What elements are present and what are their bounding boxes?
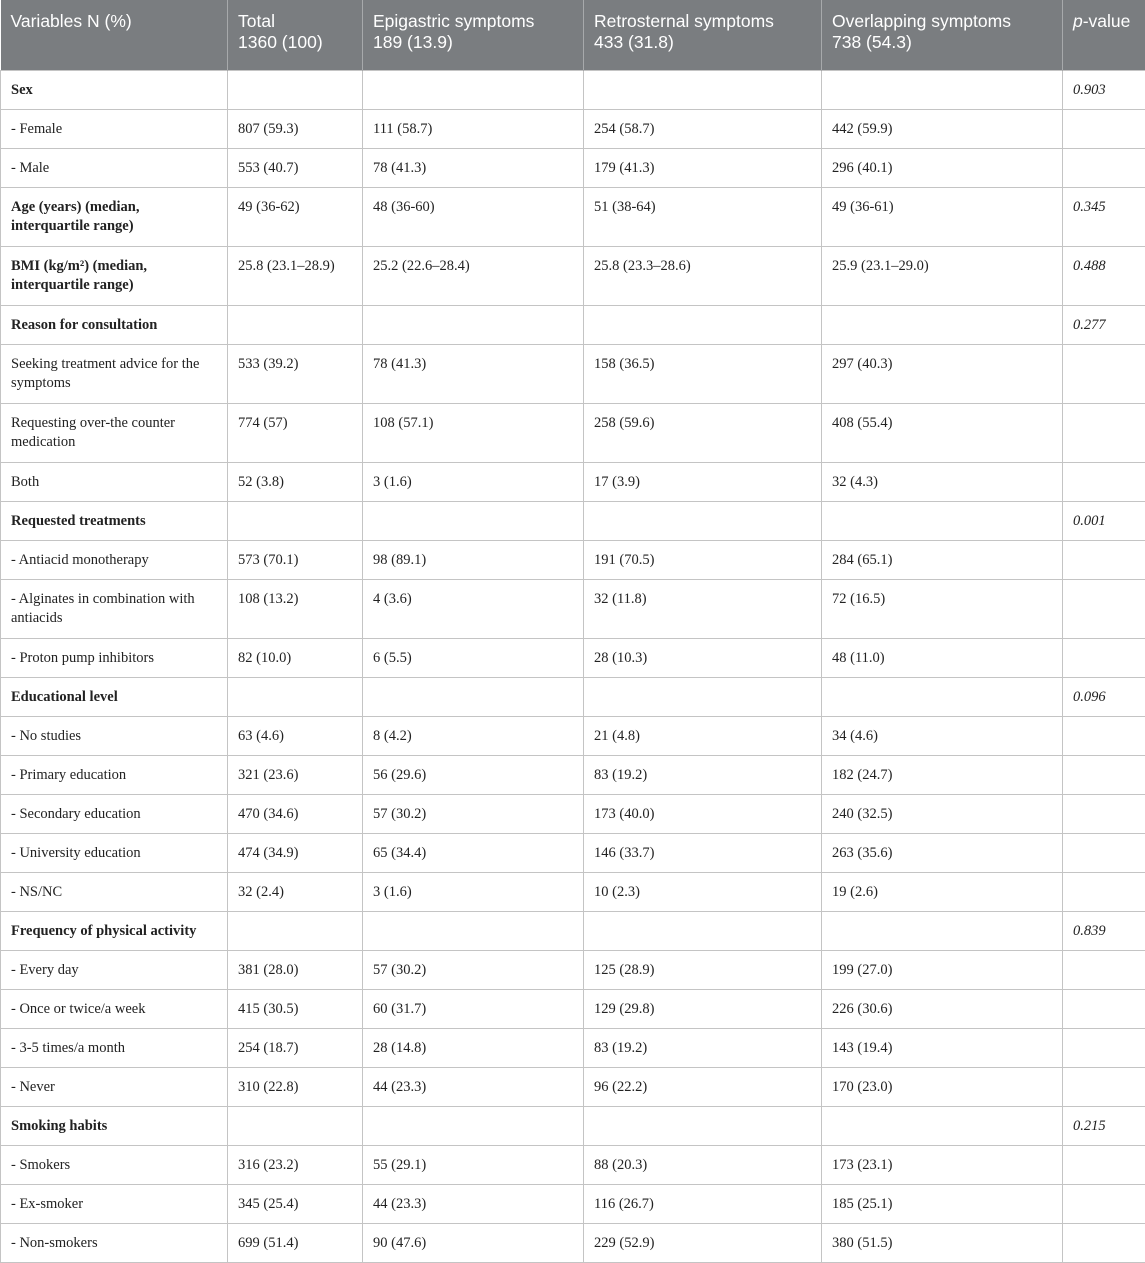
cell-retrosternal: [584, 912, 822, 951]
cell-total: 533 (39.2): [228, 345, 363, 404]
cell-overlapping: 284 (65.1): [822, 541, 1063, 580]
cell-p-value: [1063, 756, 1145, 795]
table-row: [1, 834, 1145, 873]
cell-p-value: [1063, 1185, 1145, 1224]
cell-p-value: [1063, 1029, 1145, 1068]
cell-p-value: [1063, 110, 1145, 149]
cell-total: [228, 502, 363, 541]
cell-variable: - Once or twice/a week: [1, 990, 228, 1029]
cell-variable: - No studies: [1, 717, 228, 756]
cell-overlapping: 143 (19.4): [822, 1029, 1063, 1068]
cell-p-value: 0.903: [1063, 71, 1145, 110]
cell-total: 25.8 (23.1–28.9): [228, 247, 363, 306]
cell-overlapping: 240 (32.5): [822, 795, 1063, 834]
cell-variable: - Every day: [1, 951, 228, 990]
cell-variable: - Secondary education: [1, 795, 228, 834]
cell-total: [228, 678, 363, 717]
cell-epigastric: 57 (30.2): [363, 795, 584, 834]
cell-retrosternal: 28 (10.3): [584, 639, 822, 678]
header-p-letter: p: [1073, 11, 1083, 31]
cell-epigastric: [363, 306, 584, 345]
cell-variable: - Never: [1, 1068, 228, 1107]
table-row: [1, 756, 1145, 795]
cell-total: 254 (18.7): [228, 1029, 363, 1068]
cell-overlapping: 263 (35.6): [822, 834, 1063, 873]
cell-p-value: [1063, 795, 1145, 834]
header-epigastric-name: Epigastric symptoms: [373, 11, 573, 32]
cell-total: 470 (34.6): [228, 795, 363, 834]
cell-variable: BMI (kg/m²) (median, interquartile range): [1, 247, 228, 306]
cell-p-value: [1063, 834, 1145, 873]
cell-total: 807 (59.3): [228, 110, 363, 149]
cell-overlapping: [822, 71, 1063, 110]
cell-p-value: [1063, 1068, 1145, 1107]
table-row: [1, 71, 1145, 110]
table-row: [1, 639, 1145, 678]
cell-epigastric: 55 (29.1): [363, 1146, 584, 1185]
cell-retrosternal: 116 (26.7): [584, 1185, 822, 1224]
cell-overlapping: [822, 502, 1063, 541]
cell-retrosternal: 51 (38-64): [584, 188, 822, 247]
cell-retrosternal: 83 (19.2): [584, 756, 822, 795]
table-row: [1, 951, 1145, 990]
cell-variable: Educational level: [1, 678, 228, 717]
cell-epigastric: 65 (34.4): [363, 834, 584, 873]
cell-variable: - Antiacid monotherapy: [1, 541, 228, 580]
cell-overlapping: 380 (51.5): [822, 1224, 1063, 1263]
header-overlapping: [822, 0, 1063, 71]
cell-p-value: [1063, 345, 1145, 404]
cell-overlapping: 34 (4.6): [822, 717, 1063, 756]
table-row: [1, 717, 1145, 756]
table-row: [1, 1224, 1145, 1263]
cell-p-value: 0.345: [1063, 188, 1145, 247]
cell-total: 82 (10.0): [228, 639, 363, 678]
cell-overlapping: 72 (16.5): [822, 580, 1063, 639]
cell-p-value: 0.001: [1063, 502, 1145, 541]
cell-retrosternal: [584, 1107, 822, 1146]
header-total-n: 1360 (100): [238, 32, 352, 53]
cell-epigastric: [363, 1107, 584, 1146]
cell-total: [228, 1107, 363, 1146]
cell-overlapping: 48 (11.0): [822, 639, 1063, 678]
table-row: [1, 404, 1145, 463]
header-variables: Variables N (%): [1, 0, 228, 71]
cell-variable: Frequency of physical activity: [1, 912, 228, 951]
cell-retrosternal: 17 (3.9): [584, 463, 822, 502]
table-row: [1, 149, 1145, 188]
cell-epigastric: 44 (23.3): [363, 1185, 584, 1224]
header-total-name: Total: [238, 11, 352, 32]
cell-variable: Requesting over-the counter medication: [1, 404, 228, 463]
table-row: [1, 463, 1145, 502]
cell-retrosternal: [584, 678, 822, 717]
table-row: [1, 110, 1145, 149]
cell-total: 415 (30.5): [228, 990, 363, 1029]
cell-overlapping: 199 (27.0): [822, 951, 1063, 990]
cell-p-value: [1063, 951, 1145, 990]
cell-variable: - Proton pump inhibitors: [1, 639, 228, 678]
cell-p-value: [1063, 541, 1145, 580]
cell-variable: - Primary education: [1, 756, 228, 795]
header-epigastric: [363, 0, 584, 71]
table-row: [1, 795, 1145, 834]
cell-p-value: [1063, 990, 1145, 1029]
cell-overlapping: [822, 912, 1063, 951]
cell-p-value: 0.277: [1063, 306, 1145, 345]
cell-total: 108 (13.2): [228, 580, 363, 639]
cell-variable: - Ex-smoker: [1, 1185, 228, 1224]
table-row: [1, 912, 1145, 951]
cell-total: [228, 912, 363, 951]
cell-overlapping: [822, 678, 1063, 717]
cell-variable: Smoking habits: [1, 1107, 228, 1146]
header-epigastric-n: 189 (13.9): [373, 32, 573, 53]
cell-overlapping: 32 (4.3): [822, 463, 1063, 502]
cell-p-value: 0.215: [1063, 1107, 1145, 1146]
cell-total: 699 (51.4): [228, 1224, 363, 1263]
cell-total: 474 (34.9): [228, 834, 363, 873]
cell-retrosternal: 32 (11.8): [584, 580, 822, 639]
cell-total: 310 (22.8): [228, 1068, 363, 1107]
table-row: [1, 247, 1145, 306]
header-retrosternal-n: 433 (31.8): [594, 32, 811, 53]
cell-overlapping: 408 (55.4): [822, 404, 1063, 463]
cell-epigastric: 57 (30.2): [363, 951, 584, 990]
cell-epigastric: 44 (23.3): [363, 1068, 584, 1107]
table-row: [1, 1185, 1145, 1224]
cell-p-value: [1063, 1224, 1145, 1263]
cell-retrosternal: 10 (2.3): [584, 873, 822, 912]
cell-retrosternal: [584, 502, 822, 541]
cell-p-value: [1063, 463, 1145, 502]
cell-variable: - Alginates in combination with antiacids: [1, 580, 228, 639]
header-row: [1, 0, 1145, 71]
cell-epigastric: 4 (3.6): [363, 580, 584, 639]
cell-variable: Requested treatments: [1, 502, 228, 541]
cell-overlapping: 25.9 (23.1–29.0): [822, 247, 1063, 306]
cell-epigastric: 90 (47.6): [363, 1224, 584, 1263]
cell-overlapping: 297 (40.3): [822, 345, 1063, 404]
cell-total: 49 (36-62): [228, 188, 363, 247]
cell-p-value: [1063, 639, 1145, 678]
table-row: [1, 990, 1145, 1029]
cell-total: 381 (28.0): [228, 951, 363, 990]
cell-epigastric: 25.2 (22.6–28.4): [363, 247, 584, 306]
cell-epigastric: 78 (41.3): [363, 345, 584, 404]
cell-retrosternal: 179 (41.3): [584, 149, 822, 188]
table-row: [1, 1068, 1145, 1107]
table-row: [1, 188, 1145, 247]
cell-total: 345 (25.4): [228, 1185, 363, 1224]
header-retrosternal-name: Retrosternal symptoms: [594, 11, 811, 32]
table-row: [1, 678, 1145, 717]
table-row: [1, 580, 1145, 639]
table-row: [1, 345, 1145, 404]
cell-retrosternal: 191 (70.5): [584, 541, 822, 580]
cell-p-value: [1063, 149, 1145, 188]
cell-variable: Age (years) (median, interquartile range): [1, 188, 228, 247]
cell-p-value: [1063, 580, 1145, 639]
cell-epigastric: 6 (5.5): [363, 639, 584, 678]
table-row: [1, 873, 1145, 912]
table-row: [1, 1146, 1145, 1185]
table-row: [1, 1029, 1145, 1068]
cell-total: [228, 306, 363, 345]
cell-total: 63 (4.6): [228, 717, 363, 756]
cell-epigastric: [363, 912, 584, 951]
cell-overlapping: 182 (24.7): [822, 756, 1063, 795]
cell-retrosternal: 229 (52.9): [584, 1224, 822, 1263]
cell-retrosternal: 146 (33.7): [584, 834, 822, 873]
cell-epigastric: 28 (14.8): [363, 1029, 584, 1068]
cell-epigastric: 111 (58.7): [363, 110, 584, 149]
cell-variable: Reason for consultation: [1, 306, 228, 345]
header-p-suffix: -value: [1083, 11, 1131, 31]
cell-retrosternal: 88 (20.3): [584, 1146, 822, 1185]
cell-epigastric: 8 (4.2): [363, 717, 584, 756]
cell-epigastric: 78 (41.3): [363, 149, 584, 188]
header-total: [228, 0, 363, 71]
cell-epigastric: [363, 71, 584, 110]
cell-retrosternal: 25.8 (23.3–28.6): [584, 247, 822, 306]
cell-overlapping: 185 (25.1): [822, 1185, 1063, 1224]
table-header: [1, 0, 1145, 71]
cell-total: 774 (57): [228, 404, 363, 463]
cell-overlapping: 170 (23.0): [822, 1068, 1063, 1107]
cell-variable: Both: [1, 463, 228, 502]
cell-epigastric: 98 (89.1): [363, 541, 584, 580]
table-row: [1, 306, 1145, 345]
cell-variable: - NS/NC: [1, 873, 228, 912]
cell-retrosternal: 21 (4.8): [584, 717, 822, 756]
cell-variable: - Female: [1, 110, 228, 149]
cell-overlapping: [822, 1107, 1063, 1146]
cell-overlapping: 49 (36-61): [822, 188, 1063, 247]
cell-total: 316 (23.2): [228, 1146, 363, 1185]
cell-p-value: [1063, 1146, 1145, 1185]
cell-overlapping: 226 (30.6): [822, 990, 1063, 1029]
cell-total: [228, 71, 363, 110]
cell-variable: - 3-5 times/a month: [1, 1029, 228, 1068]
table-body: [1, 71, 1145, 1263]
cell-epigastric: [363, 502, 584, 541]
cell-retrosternal: 254 (58.7): [584, 110, 822, 149]
cell-retrosternal: 173 (40.0): [584, 795, 822, 834]
cell-variable: - Smokers: [1, 1146, 228, 1185]
cell-retrosternal: 129 (29.8): [584, 990, 822, 1029]
header-retrosternal: [584, 0, 822, 71]
header-p-value: [1063, 0, 1145, 71]
cell-retrosternal: 83 (19.2): [584, 1029, 822, 1068]
cell-total: 52 (3.8): [228, 463, 363, 502]
cell-retrosternal: 125 (28.9): [584, 951, 822, 990]
cell-p-value: 0.839: [1063, 912, 1145, 951]
cell-epigastric: 108 (57.1): [363, 404, 584, 463]
cell-p-value: 0.488: [1063, 247, 1145, 306]
cell-overlapping: [822, 306, 1063, 345]
table-row: [1, 541, 1145, 580]
cell-p-value: [1063, 873, 1145, 912]
cell-retrosternal: [584, 71, 822, 110]
cell-total: 553 (40.7): [228, 149, 363, 188]
cell-epigastric: 48 (36-60): [363, 188, 584, 247]
table-row: [1, 502, 1145, 541]
cell-overlapping: 296 (40.1): [822, 149, 1063, 188]
cell-epigastric: [363, 678, 584, 717]
cell-total: 321 (23.6): [228, 756, 363, 795]
cell-retrosternal: 96 (22.2): [584, 1068, 822, 1107]
cell-total: 573 (70.1): [228, 541, 363, 580]
cell-retrosternal: [584, 306, 822, 345]
cell-retrosternal: 158 (36.5): [584, 345, 822, 404]
cell-total: 32 (2.4): [228, 873, 363, 912]
cell-variable: Seeking treatment advice for the symptoms: [1, 345, 228, 404]
header-overlapping-name: Overlapping symptoms: [832, 11, 1052, 32]
cell-p-value: [1063, 717, 1145, 756]
cell-epigastric: 60 (31.7): [363, 990, 584, 1029]
table-row: [1, 1107, 1145, 1146]
cell-epigastric: 3 (1.6): [363, 873, 584, 912]
cell-overlapping: 173 (23.1): [822, 1146, 1063, 1185]
cell-variable: - University education: [1, 834, 228, 873]
cell-variable: - Non-smokers: [1, 1224, 228, 1263]
cell-variable: Sex: [1, 71, 228, 110]
cell-overlapping: 442 (59.9): [822, 110, 1063, 149]
cell-p-value: [1063, 404, 1145, 463]
cell-retrosternal: 258 (59.6): [584, 404, 822, 463]
cell-overlapping: 19 (2.6): [822, 873, 1063, 912]
header-overlapping-n: 738 (54.3): [832, 32, 1052, 53]
cell-epigastric: 56 (29.6): [363, 756, 584, 795]
cell-p-value: 0.096: [1063, 678, 1145, 717]
cell-epigastric: 3 (1.6): [363, 463, 584, 502]
cell-variable: - Male: [1, 149, 228, 188]
